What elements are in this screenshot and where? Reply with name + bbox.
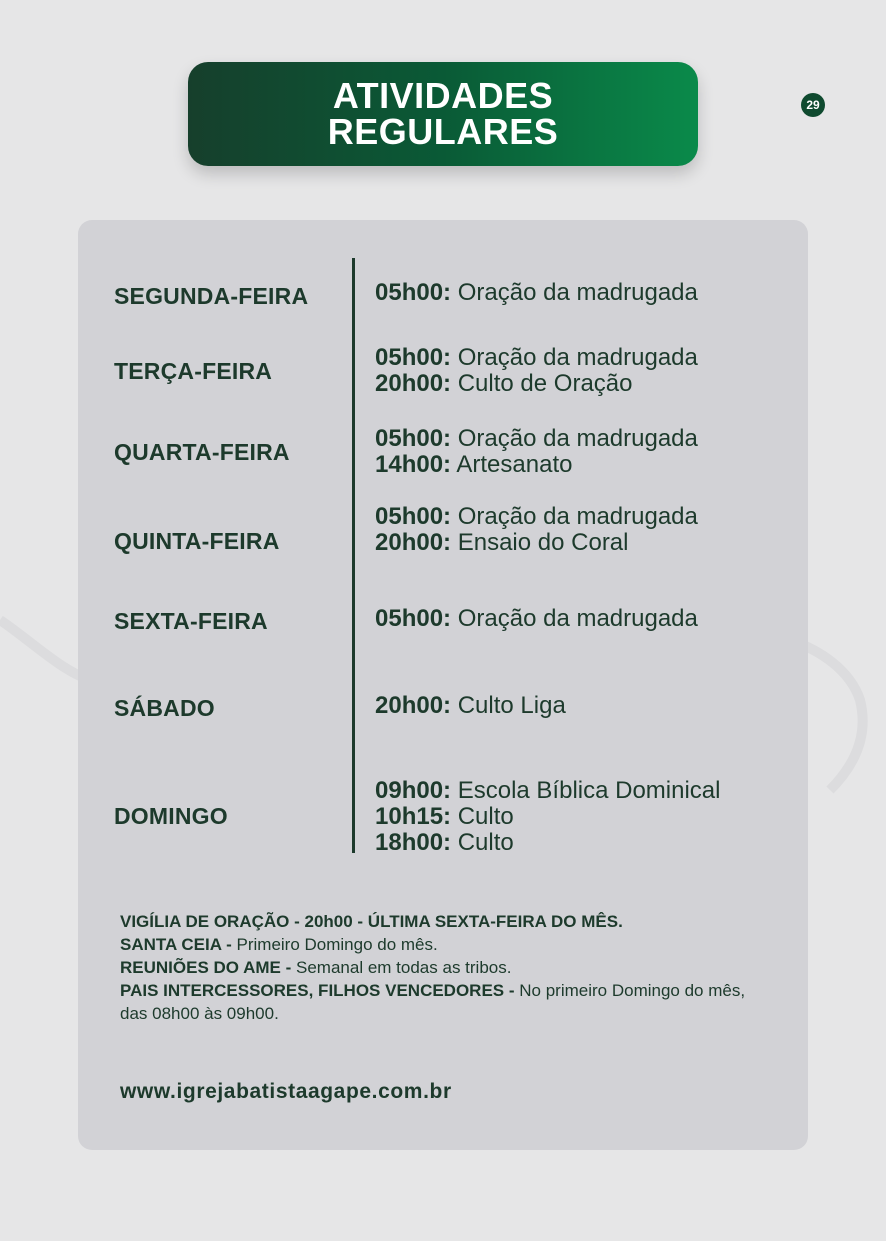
day-name: QUINTA-FEIRA (114, 528, 280, 554)
event-activity: Oração da madrugada (457, 605, 698, 632)
event-time: 05h00: (375, 279, 452, 306)
note-pais-intercessores (120, 979, 770, 1025)
additional-notes (120, 910, 770, 1025)
event-activity: Culto (457, 803, 514, 830)
event-time: 09h00: (375, 777, 452, 804)
event-time: 20h00: (375, 692, 452, 719)
day-name: SÁBADO (114, 695, 215, 721)
note-reunioes (120, 956, 770, 979)
event-activity: Ensaio do Coral (457, 529, 629, 556)
event-time: 14h00: (375, 451, 452, 478)
title-banner (188, 62, 698, 166)
day-name: DOMINGO (114, 803, 228, 829)
page-title-line-1: ATIVIDADES (332, 75, 554, 116)
event-item (375, 778, 721, 804)
day-name: SEXTA-FEIRA (114, 608, 268, 634)
vertical-divider (352, 258, 355, 853)
event-list (375, 426, 698, 478)
event-list (375, 606, 698, 632)
event-item (375, 830, 721, 856)
event-activity: Culto Liga (457, 692, 566, 719)
event-item (375, 452, 698, 478)
note-santa-ceia (120, 933, 770, 956)
event-time: 10h15: (375, 803, 452, 830)
event-item (375, 804, 721, 830)
note-label: PAIS INTERCESSORES, FILHOS VENCEDORES - (120, 981, 515, 1000)
event-time: 05h00: (375, 425, 452, 452)
page-title-line-2: REGULARES (327, 111, 559, 152)
website-url: www.igrejabatistaagape.com.br (120, 1080, 452, 1103)
note-text: Primeiro Domingo do mês. (236, 935, 438, 954)
event-item (375, 530, 698, 556)
event-time: 18h00: (375, 829, 452, 856)
day-name: QUARTA-FEIRA (114, 439, 290, 465)
event-list (375, 504, 698, 556)
note-label: SANTA CEIA - (120, 935, 232, 954)
event-item (375, 371, 698, 397)
note-text: No primeiro Domingo do mês, das 08h00 às 09h00. (120, 981, 746, 1023)
note-text: Semanal em todas as tribos. (296, 958, 512, 977)
day-name: TERÇA-FEIRA (114, 358, 273, 384)
event-time: 20h00: (375, 529, 452, 556)
event-item (375, 426, 698, 452)
schedule-card (78, 220, 808, 1150)
note-label: REUNIÕES DO AME - (120, 958, 292, 977)
event-activity: Oração da madrugada (457, 344, 698, 371)
event-time: 05h00: (375, 344, 452, 371)
event-activity: Artesanato (456, 451, 573, 478)
event-time: 05h00: (375, 503, 452, 530)
event-item (375, 693, 566, 719)
event-activity: Culto de Oração (457, 370, 633, 397)
note-vigil-text: VIGÍLIA DE ORAÇÃO - 20h00 - ÚLTIMA SEXTA-FEIRA DO MÊS. (120, 912, 623, 931)
event-activity: Oração da madrugada (457, 503, 698, 530)
event-activity: Escola Bíblica Dominical (457, 777, 721, 804)
event-item (375, 280, 698, 306)
event-item (375, 504, 698, 530)
day-name: SEGUNDA-FEIRA (114, 283, 309, 309)
event-list (375, 345, 698, 397)
page-number-badge: 29 (801, 93, 825, 117)
event-time: 20h00: (375, 370, 452, 397)
event-list (375, 693, 566, 719)
event-list (375, 778, 721, 856)
event-time: 05h00: (375, 605, 452, 632)
event-activity: Oração da madrugada (457, 279, 698, 306)
note-vigil (120, 910, 770, 933)
event-activity: Culto (457, 829, 514, 856)
event-activity: Oração da madrugada (457, 425, 698, 452)
event-list (375, 280, 698, 306)
event-item (375, 606, 698, 632)
event-item (375, 345, 698, 371)
